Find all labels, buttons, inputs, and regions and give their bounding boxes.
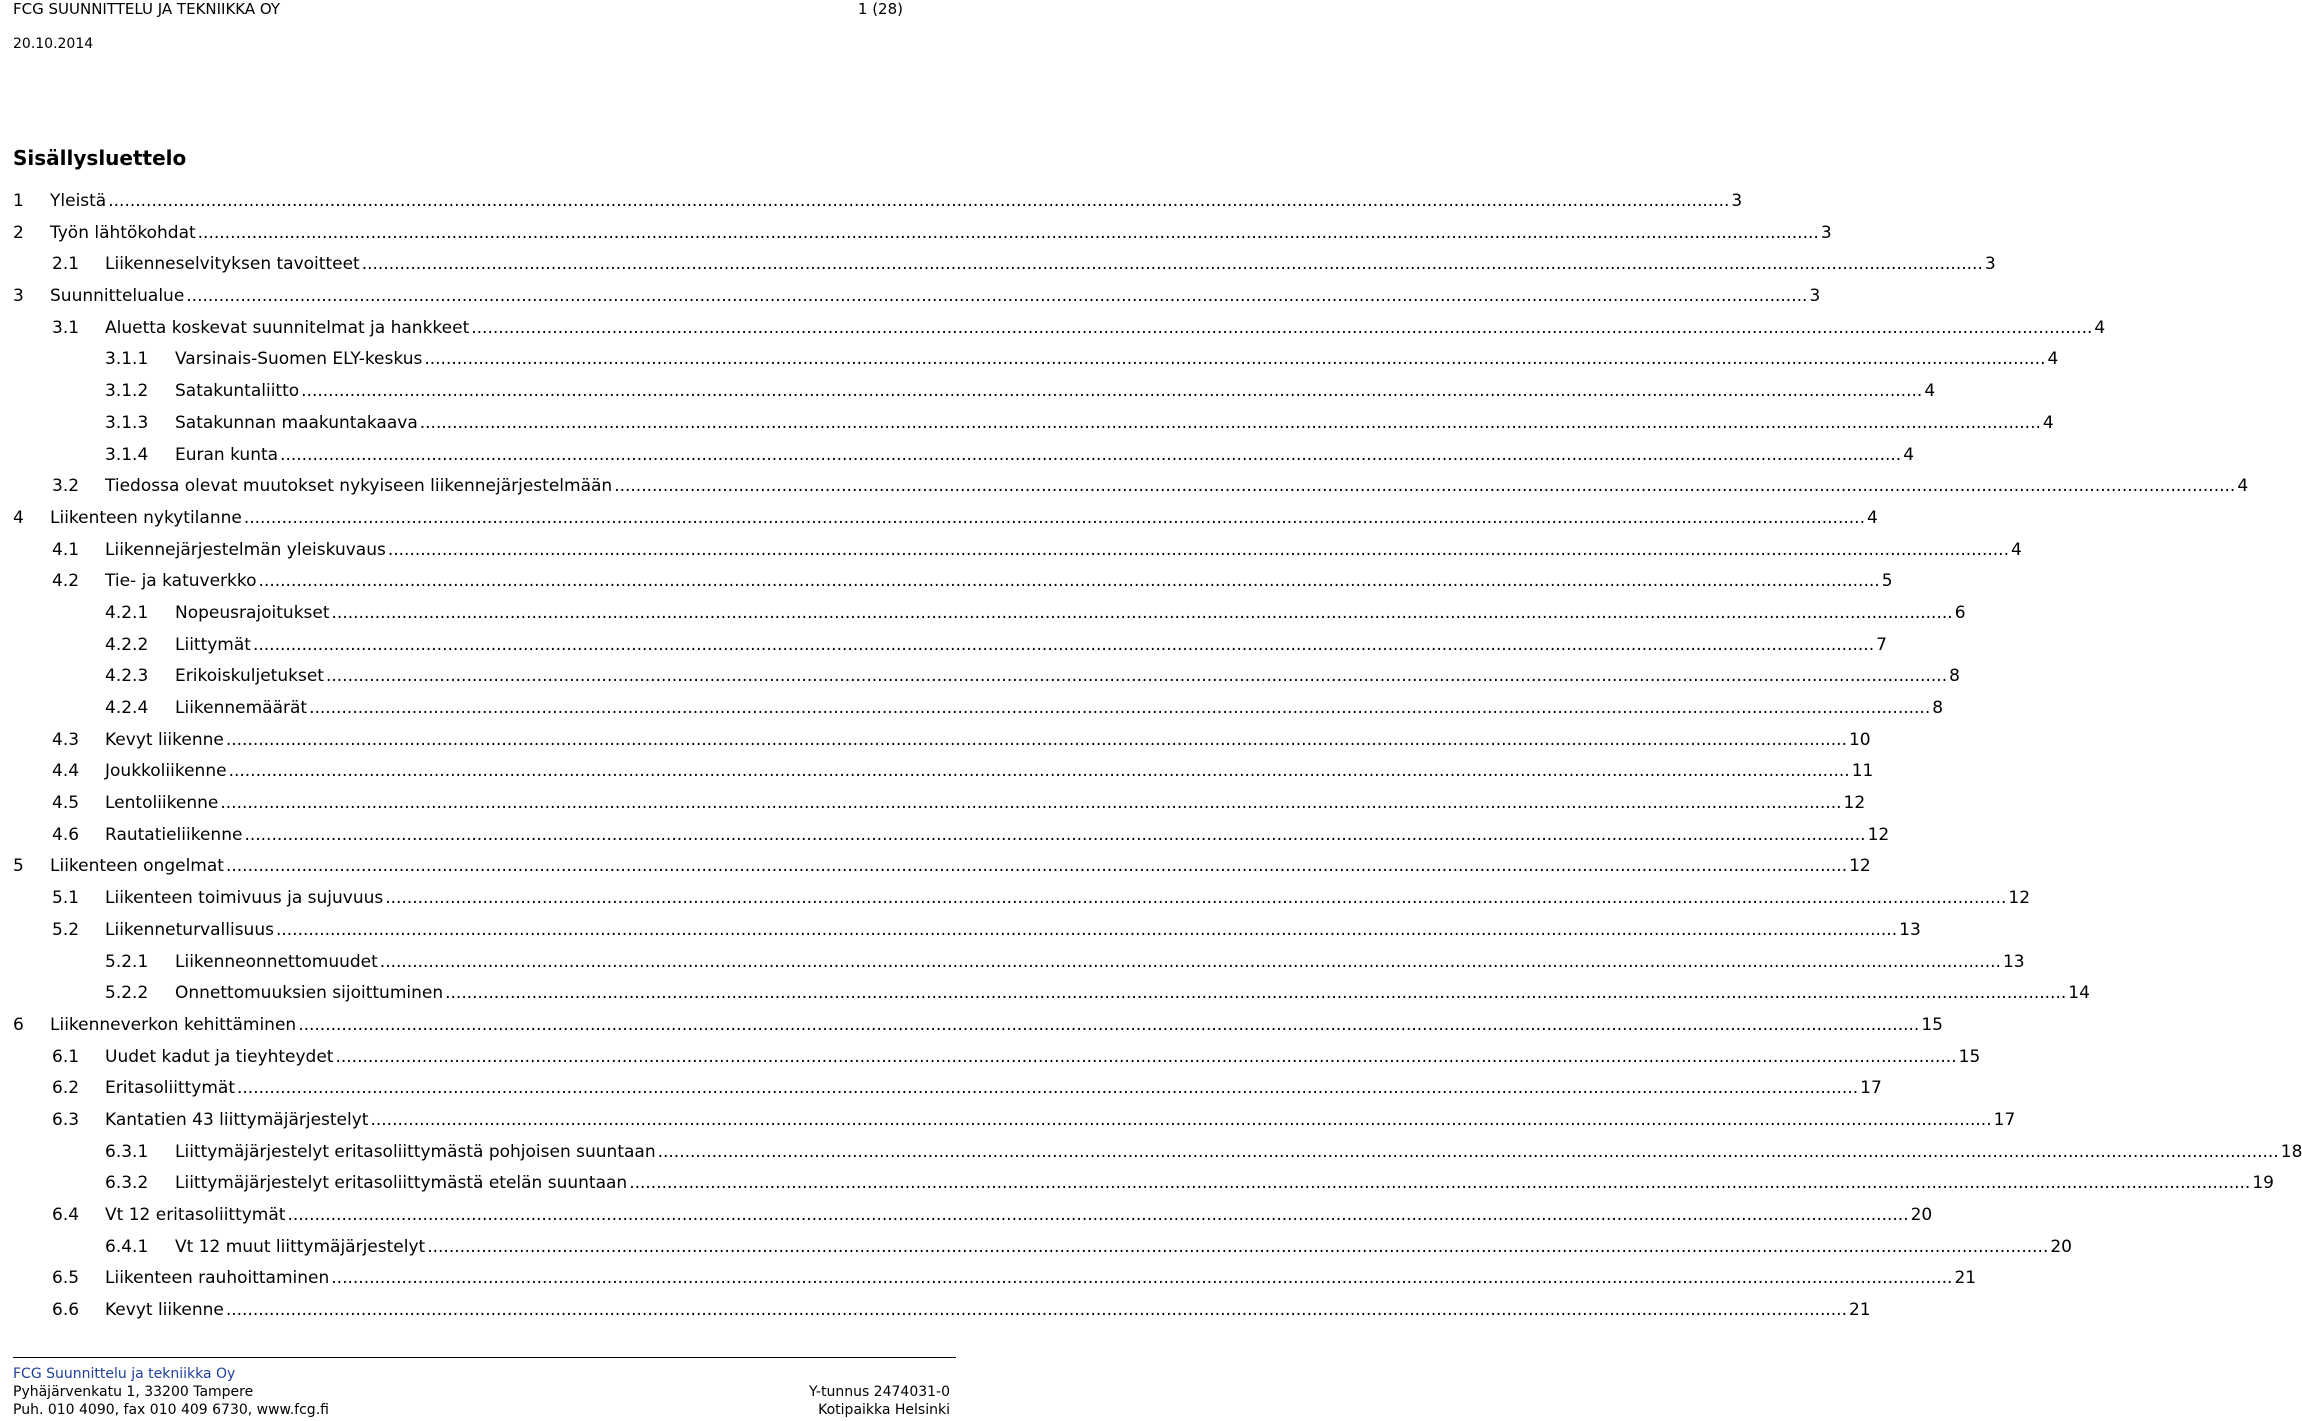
toc-entry-body [105,1074,1882,1102]
toc-entry-title: Kantatien 43 liittymäjärjestelyt [105,1109,369,1130]
toc-dot-leader: ............................................................................................................................................................................................................................................................................................................ [614,476,2236,497]
toc-entry-page: 19 [2252,1173,2274,1194]
toc-entry-body [105,536,2022,564]
toc-entry-page: 4 [2047,349,2059,370]
toc-entry-title: Liikenteen toimivuus ja sujuvuus [105,888,384,909]
toc-entry-title: Rautatieliikenne [105,824,243,845]
toc-dot-leader: ............................................................................................................................................................................................................................................................................................................ [657,1141,2279,1162]
toc-entry-body [105,250,1996,278]
toc-entry[interactable] [13,631,1887,663]
toc-entry-title: Eritasoliittymät [105,1078,235,1099]
toc-entry-number: 1 [13,191,24,211]
toc-entry-page: 13 [2002,951,2025,972]
toc-entry-number: 5.1 [52,888,80,909]
toc-entry-page: 12 [2008,888,2031,909]
toc-entry-number: 4.2.2 [105,634,149,655]
toc-dot-leader: ............................................................................................................................................................................................................................................................................................................ [331,602,1953,623]
toc-entry-title: Kevyt liikenne [105,1300,224,1321]
toc-dot-leader: ............................................................................................................................................................................................................................................................................................................ [370,1109,1992,1130]
toc-entry-number: 3.2 [52,476,80,497]
toc-entry-body [175,694,1944,722]
toc-title: Sisällysluettelo [13,146,187,170]
toc-entry-title: Liikenneselvityksen tavoitteet [105,254,360,275]
toc-entry-title: Tiedossa olevat muutokset nykyiseen liikennejärjestelmään [105,476,613,497]
toc-dot-leader: ............................................................................................................................................................................................................................................................................................................ [331,1268,1953,1289]
toc-entry-page: 10 [1848,729,1871,750]
toc-dot-leader: ............................................................................................................................................................................................................................................................................................................ [301,381,1923,402]
toc-entry-title: Liikenteen nykytilanne [50,507,242,528]
toc-entry-page: 15 [1958,1046,1981,1067]
toc-entry-body [105,726,1871,754]
page-number: 1 (28) [857,0,903,18]
toc-entry-body [105,789,1866,817]
toc-entry-body [105,567,1893,595]
toc-entry-number: 2.1 [52,254,80,275]
toc-dot-leader: ............................................................................................................................................................................................................................................................................................................ [220,793,1842,814]
toc-entry-page: 20 [2050,1236,2072,1257]
toc-entry-number: 5.2.2 [105,983,149,1004]
toc-entry-number: 3.1.2 [105,381,149,402]
toc-entry-body [175,409,2054,437]
toc-entry-page: 4 [2010,539,2022,560]
toc-dot-leader: ............................................................................................................................................................................................................................................................................................................ [629,1173,2251,1194]
toc-dot-leader: ............................................................................................................................................................................................................................................................................................................ [228,761,1850,782]
toc-entry-page: 4 [1903,444,1915,465]
toc-dot-leader: ............................................................................................................................................................................................................................................................................................................ [387,539,2009,560]
toc-entry-body [175,1169,2274,1197]
toc-entry-page: 18 [2280,1141,2302,1162]
toc-dot-leader: ............................................................................................................................................................................................................................................................................................................ [186,286,1808,307]
toc-entry[interactable] [13,821,1890,853]
toc-dot-leader: ............................................................................................................................................................................................................................................................................................................ [385,888,2007,909]
toc-entry-body [175,441,1915,469]
toc-entry-title: Työn lähtökohdat [50,222,196,243]
toc-entry-number: 4.2.1 [105,602,149,623]
toc-entry[interactable] [13,1138,2302,1170]
toc-entry[interactable] [13,757,1874,789]
toc-entry-number: 4.2 [52,571,80,592]
toc-entry-number: 6.1 [52,1046,80,1067]
toc-entry-body [50,282,1821,310]
toc-entry[interactable] [13,726,1871,758]
toc-entry[interactable] [13,282,1821,314]
toc-entry-body [105,821,1890,849]
toc-entry-title: Vt 12 eritasoliittymät [105,1205,286,1225]
toc-entry-number: 6.5 [52,1268,80,1289]
toc-entry-title: Satakunnan maakuntakaava [175,412,418,433]
toc-dot-leader: ............................................................................................................................................................................................................................................................................................................ [419,412,2041,433]
toc-dot-leader: ............................................................................................................................................................................................................................................................................................................ [252,634,1875,655]
footer-address: Pyhäjärvenkatu 1, 33200 Tampere [13,1384,254,1400]
toc-entry-body [105,314,2106,342]
toc-entry-title: Euran kunta [175,444,279,465]
toc-entry-page: 6 [1954,602,1966,623]
toc-entry-number: 2 [13,222,24,243]
toc-dot-leader: ............................................................................................................................................................................................................................................................................................................ [335,1046,1957,1067]
toc-entry-title: Liikenneverkon kehittäminen [50,1014,297,1035]
toc-entry-body [50,504,1878,532]
toc-dot-leader: ............................................................................................................................................................................................................................................................................................................ [225,729,1847,750]
toc-entry[interactable] [13,1296,1871,1328]
header-company: FCG SUUNNITTELU JA TEKNIIKKA OY [13,0,281,18]
toc-entry-page: 7 [1876,634,1887,655]
toc-entry-page: 8 [1932,698,1944,718]
toc-entry-body [105,884,2031,912]
toc-entry-number: 6.4.1 [105,1236,149,1257]
toc-entry-body [105,1264,1977,1292]
toc-entry-number: 4.4 [52,761,80,782]
toc-entry[interactable] [13,1169,2274,1201]
toc-entry[interactable] [13,1264,1977,1296]
toc-entry-title: Erikoiskuljetukset [175,666,324,687]
toc-dot-leader: ............................................................................................................................................................................................................................................................................................................ [108,191,1730,211]
toc-entry-number: 5.2 [52,919,80,940]
toc-entry-body [175,345,2059,373]
toc-entry-title: Suunnittelualue [50,286,185,307]
footer-contact: Puh. 010 4090, fax 010 409 6730, www.fcg.fi [13,1402,329,1418]
toc-entry-title: Vt 12 muut liittymäjärjestelyt [175,1236,426,1257]
toc-dot-leader: ............................................................................................................................................................................................................................................................................................................ [471,317,2093,338]
toc-entry-number: 4.6 [52,824,80,845]
toc-entry[interactable] [13,694,1944,726]
toc-entry[interactable] [13,979,2090,1011]
toc-entry-number: 6.2 [52,1078,80,1099]
toc-entry-body [50,1011,1943,1039]
toc-dot-leader: ............................................................................................................................................................................................................................................................................................................ [379,951,2001,972]
toc-entry-number: 5 [13,856,24,877]
footer-company: FCG Suunnittelu ja tekniikka Oy [13,1366,236,1382]
toc-entry-body [105,1106,2016,1134]
toc-dot-leader: ............................................................................................................................................................................................................................................................................................................ [280,444,1902,465]
toc-dot-leader: ............................................................................................................................................................................................................................................................................................................ [225,856,1848,877]
toc-entry[interactable] [13,599,1966,631]
toc-entry-number: 4.1 [52,539,80,560]
toc-entry-number: 3.1 [52,317,80,338]
toc-entry-number: 4 [13,507,24,528]
toc-entry-number: 6.3.1 [105,1141,149,1162]
toc-entry[interactable] [13,250,1996,282]
toc-entry-title: Liikennemäärät [175,698,308,718]
toc-entry-page: 15 [1921,1014,1943,1035]
toc-entry-title: Nopeusrajoitukset [175,602,330,623]
toc-entry-page: 8 [1949,666,1960,687]
toc-entry[interactable] [13,884,2031,916]
toc-entry-title: Aluetta koskevat suunnitelmat ja hankkeet [105,317,470,338]
toc-entry[interactable] [13,662,1960,694]
toc-entry[interactable] [13,789,1866,821]
toc-entry-number: 6.3.2 [105,1173,149,1194]
toc-entry-body [175,1138,2302,1166]
toc-dot-leader: ............................................................................................................................................................................................................................................................................................................ [243,507,1865,528]
toc-entry[interactable] [13,472,2249,504]
toc-entry[interactable] [13,314,2106,346]
toc-entry-title: Joukkoliikenne [105,761,227,782]
toc-entry-page: 4 [2042,412,2054,433]
toc-entry-title: Lentoliikenne [105,793,219,814]
toc-entry-number: 4.2.4 [105,698,149,718]
toc-entry-body [105,472,2249,500]
toc-dot-leader: ............................................................................................................................................................................................................................................................................................................ [309,698,1931,718]
toc-entry-body [175,662,1960,690]
toc-dot-leader: ............................................................................................................................................................................................................................................................................................................ [237,1078,1859,1099]
toc-entry-body [50,852,1871,880]
toc-entry[interactable] [13,1074,1882,1106]
toc-entry-body [175,948,2025,976]
toc-entry[interactable] [13,852,1871,884]
toc-entry-number: 4.3 [52,729,80,750]
toc-entry-body [50,187,1743,215]
toc-dot-leader: ............................................................................................................................................................................................................................................................................................................ [244,824,1866,845]
toc-dot-leader: ............................................................................................................................................................................................................................................................................................................ [298,1014,1920,1035]
page-header [13,0,903,20]
toc-entry-title: Liikenneonnettomuudet [175,951,378,972]
toc-dot-leader: ............................................................................................................................................................................................................................................................................................................ [258,571,1880,592]
toc-entry-title: Liittymäjärjestelyt eritasoliittymästä etelän suuntaan [175,1173,628,1194]
toc-entry-number: 3.1.4 [105,444,149,465]
toc-entry[interactable] [13,409,2054,441]
toc-dot-leader: ............................................................................................................................................................................................................................................................................................................ [225,1300,1847,1321]
toc-entry[interactable] [13,916,1921,948]
toc-entry-number: 6.3 [52,1109,80,1130]
toc-dot-leader: ............................................................................................................................................................................................................................................................................................................ [424,349,2046,370]
toc-entry-page: 13 [1899,919,1921,940]
footer-domicile: Kotipaikka Helsinki [818,1402,950,1418]
toc-entry-page: 20 [1910,1205,1933,1225]
toc-entry[interactable] [13,345,2059,377]
toc-entry[interactable] [13,187,1743,219]
footer-business-id: Y-tunnus 2474031-0 [809,1384,950,1400]
toc-entry-page: 11 [1851,761,1874,782]
toc-dot-leader: ............................................................................................................................................................................................................................................................................................................ [325,666,1948,687]
toc-entry-page: 3 [1820,222,1832,243]
toc-entry-number: 4.2.3 [105,666,149,687]
toc-entry-number: 6.6 [52,1300,80,1321]
toc-entry-page: 21 [1954,1268,1977,1289]
toc-entry-page: 5 [1881,571,1893,592]
toc-entry-title: Liikenteen rauhoittaminen [105,1268,330,1289]
toc-entry[interactable] [13,567,1893,599]
toc-entry-number: 4.5 [52,793,80,814]
toc-entry-page: 4 [2094,317,2106,338]
toc-entry-number: 6 [13,1014,24,1035]
toc-entry-page: 14 [2068,983,2090,1004]
toc-entry-body [50,219,1832,247]
toc-entry-body [105,1201,1933,1229]
toc-entry-body [175,1233,2072,1261]
toc-entry-body [175,631,1887,659]
toc-entry-title: Uudet kadut ja tieyhteydet [105,1046,334,1067]
toc-dot-leader: ............................................................................................................................................................................................................................................................................................................ [361,254,1983,275]
toc-entry-body [175,599,1966,627]
toc-entry[interactable] [13,1011,1943,1043]
toc-entry[interactable] [13,536,2022,568]
toc-entry-number: 6.4 [52,1205,80,1225]
toc-entry-title: Liikennejärjestelmän yleiskuvaus [105,539,386,560]
toc-entry-page: 21 [1848,1300,1871,1321]
toc-entry-title: Liikenneturvallisuus [105,919,274,940]
footer-divider [13,1357,956,1358]
toc-entry-body [105,916,1921,944]
toc-entry-body [105,757,1874,785]
toc-entry-number: 3.1.3 [105,412,149,433]
toc-entry[interactable] [13,1106,2016,1138]
toc-entry-page: 12 [1849,856,1871,877]
toc-entry-page: 17 [1993,1109,2016,1130]
toc-entry-page: 12 [1843,793,1866,814]
toc-dot-leader: ............................................................................................................................................................................................................................................................................................................ [287,1205,1909,1225]
toc-entry-page: 17 [1860,1078,1882,1099]
toc-entry-page: 3 [1731,191,1743,211]
toc-entry-page: 4 [1866,507,1878,528]
toc-entry[interactable] [13,504,1878,536]
toc-entry-body [175,377,1936,405]
toc-dot-leader: ............................................................................................................................................................................................................................................................................................................ [275,919,1898,940]
toc-entry-body [105,1296,1871,1324]
toc-dot-leader: ............................................................................................................................................................................................................................................................................................................ [445,983,2067,1004]
toc-entry[interactable] [13,219,1832,251]
toc-entry-body [105,1043,1981,1071]
toc-entry[interactable] [13,441,1915,473]
toc-dot-leader: ............................................................................................................................................................................................................................................................................................................ [197,222,1819,243]
toc-entry-page: 3 [1984,254,1996,275]
toc-entry-title: Onnettomuuksien sijoittuminen [175,983,444,1004]
toc-entry-title: Yleistä [50,191,107,211]
toc-entry-number: 5.2.1 [105,951,149,972]
toc-entry-title: Liittymät [175,634,251,655]
toc-entry-page: 4 [1924,381,1936,402]
toc-entry-page: 12 [1867,824,1890,845]
toc-entry-title: Liikenteen ongelmat [50,856,224,877]
toc-entry-page: 3 [1809,286,1821,307]
toc-entry-title: Varsinais-Suomen ELY-keskus [175,349,423,370]
toc-entry-number: 3 [13,286,24,307]
toc-entry-body [175,979,2090,1007]
toc-entry-title: Kevyt liikenne [105,729,224,750]
toc-dot-leader: ............................................................................................................................................................................................................................................................................................................ [427,1236,2049,1257]
toc-entry[interactable] [13,377,1936,409]
toc-entry-title: Tie- ja katuverkko [105,571,257,592]
toc-entry-page: 4 [2237,476,2249,497]
toc-entry[interactable] [13,1233,2072,1265]
toc-entry[interactable] [13,948,2025,980]
table-of-contents [13,187,2302,1328]
toc-entry-title: Satakuntaliitto [175,381,300,402]
toc-entry[interactable] [13,1043,1981,1075]
toc-entry-title: Liittymäjärjestelyt eritasoliittymästä pohjoisen suuntaan [175,1141,656,1162]
toc-entry[interactable] [13,1201,1933,1233]
document-date: 20.10.2014 [13,36,94,52]
toc-entry-number: 3.1.1 [105,349,149,370]
